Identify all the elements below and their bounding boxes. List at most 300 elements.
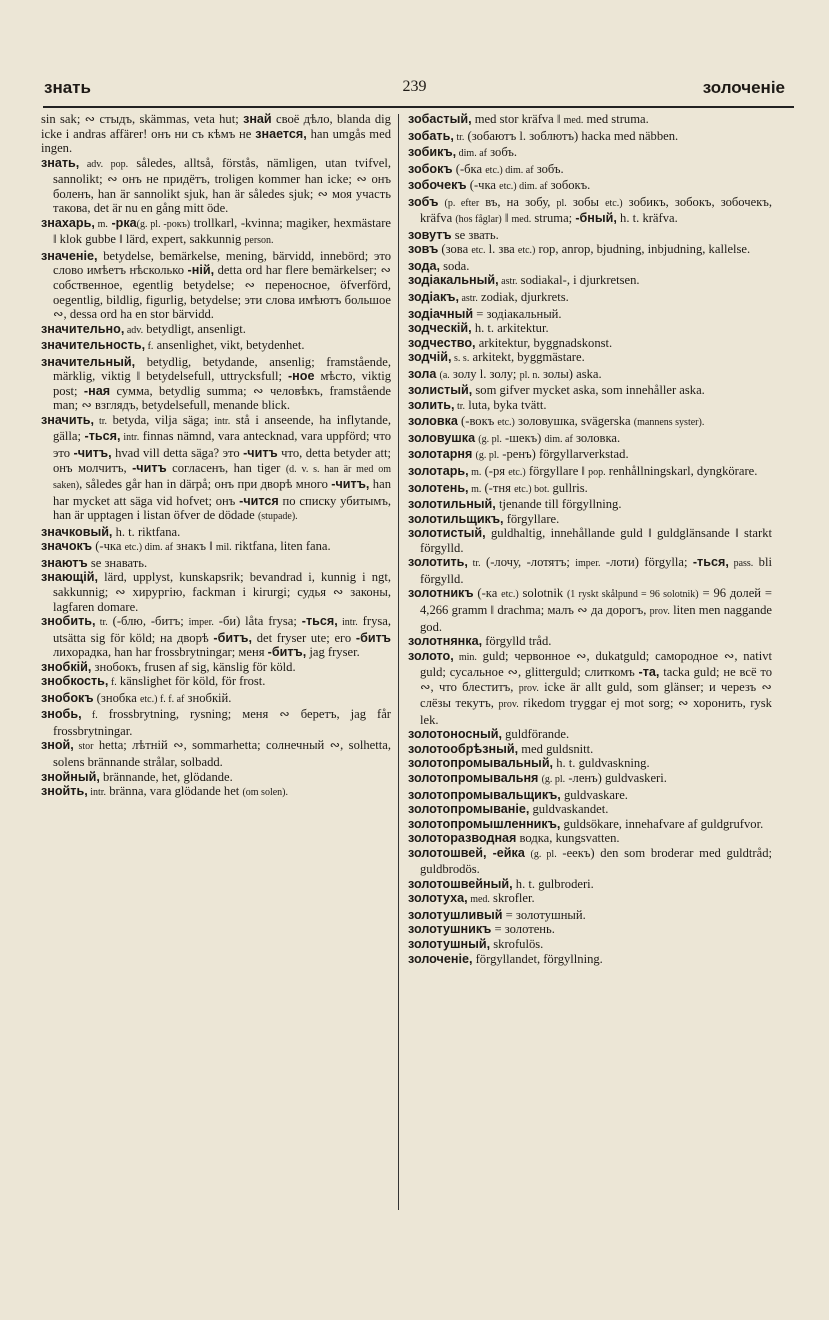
definition-text: icke är allt guld, som glänser; и черезъ ∾ слёзы текутъ, [420, 679, 772, 711]
grammar-note: tr. [467, 558, 481, 570]
definition-text: знакъ ‖ [172, 539, 216, 554]
definition-text: h. t. kräfva. [616, 211, 678, 226]
grammar-note: pl. [556, 197, 567, 209]
definition-text: sodiakal-, i djurkretsen. [517, 273, 640, 288]
dictionary-entry [408, 112, 772, 129]
grammar-note: tr. [454, 400, 466, 412]
dictionary-entry [408, 831, 772, 846]
definition-text: ‖ [501, 211, 512, 226]
headword: золотопромывальный, [408, 756, 554, 771]
headword: золотнянка, [408, 634, 483, 649]
definition-text: med guldsnitt. [518, 741, 594, 756]
grammar-note: (om solen). [242, 787, 288, 799]
dictionary-entry [408, 290, 772, 307]
headword: зовъ [408, 242, 439, 257]
definition-text: золовка. [572, 430, 621, 445]
definition-text: зобокъ. [547, 178, 591, 193]
headword: золото, [408, 648, 454, 663]
grammar-note: tr. [94, 415, 108, 427]
grammar-note: (g. pl. [541, 773, 566, 785]
definition-text: -ренъ) förgyllarverkstad. [499, 447, 629, 462]
definition-text: , således går han in därpå; онъ при дворѣ много [79, 477, 332, 492]
headword: -битъ [355, 630, 391, 645]
dictionary-entry [41, 660, 391, 675]
grammar-note: med. [511, 214, 532, 226]
headword: знать, [41, 155, 80, 170]
grammar-note: tr. [95, 617, 108, 629]
headword: зобокъ [408, 161, 453, 176]
headword: золовушка [408, 430, 476, 445]
dictionary-entry [41, 355, 391, 413]
headword: золотильщикъ, [408, 511, 504, 526]
headword: -битъ, [213, 630, 252, 645]
headword: зобочекъ [408, 178, 467, 193]
definition-text: зобы [566, 194, 606, 209]
definition-text: det fryser ute; его [251, 630, 356, 645]
dictionary-entry [408, 634, 772, 649]
headword: значковый, [41, 524, 113, 539]
grammar-note: etc.) bot. [514, 483, 550, 495]
grammar-note: etc.) dim. af [499, 181, 548, 193]
definition-text: skrofulös. [490, 936, 544, 951]
headword: значеніе, [41, 248, 98, 263]
definition-text: guldförande. [501, 727, 570, 742]
definition-text: trollkarl, -kvinna; magiker, hexmästare ‖ klok gubbe ‖ lärd, expert, sakkunnig [53, 215, 392, 247]
grammar-note: etc.) [497, 417, 515, 429]
grammar-note: (g. pl. -рокъ) [136, 218, 191, 230]
grammar-note: intr. [214, 415, 231, 427]
dictionary-entry [408, 447, 772, 464]
headword: значительный, [41, 354, 136, 369]
definition-text: (зобаютъ l. зоблютъ) hacka med näbben. [464, 128, 679, 143]
definition-text: hvad vill detta säga? это [111, 446, 244, 461]
header-left-guideword: знать [44, 78, 91, 97]
dictionary-entry [408, 846, 772, 877]
definition-text: se знавать. [87, 555, 148, 570]
headword: -читъ [132, 460, 167, 475]
definition-text: знобокъ, frusen af sig, känslig för köld. [91, 659, 296, 674]
headword: зодiакъ, [408, 290, 459, 305]
headword: зодчій, [408, 350, 452, 365]
headword: знается, [255, 126, 307, 141]
left-column [41, 112, 391, 801]
definition-text: arkitekt, byggmästare. [469, 350, 585, 365]
dictionary-entry [41, 614, 391, 660]
headword: знобкость, [41, 674, 109, 689]
grammar-note: (d. v. s. han är med om saken) [53, 463, 391, 492]
definition-text: betydligt, ansenligt. [143, 321, 246, 336]
dictionary-entry [41, 691, 391, 708]
grammar-note: (g. pl. [475, 450, 500, 462]
headword: золотоносный, [408, 727, 502, 742]
definition-text: согласенъ, han tiger [166, 460, 286, 475]
dictionary-entry [408, 937, 772, 952]
definition-text: (-тня [481, 480, 515, 495]
definition-text: зобъ. [486, 145, 518, 160]
dictionary-entry [408, 242, 772, 259]
dictionary-entry [408, 321, 772, 336]
dictionary-entry [408, 756, 772, 771]
definition-text: guld; червонное ∾, dukatguld; самородное ∾, nativt guld; сусальное ∾, glitterguld; слиткомъ [420, 648, 772, 680]
headword: значокъ [41, 539, 93, 554]
headword: золовка [408, 414, 458, 429]
definition-text: tacka guld; не всё то ∾, что блеститъ, [420, 665, 772, 694]
grammar-note: pass. [728, 558, 754, 570]
headword: -ться, [84, 429, 121, 444]
dictionary-entry [408, 178, 772, 195]
grammar-note: s. s. [451, 353, 470, 365]
dictionary-entry [408, 497, 772, 512]
definition-text: brännande, het, glödande. [99, 769, 233, 784]
definition-text: zodiak, djurkrets. [477, 290, 569, 305]
definition-text: jag fryser. [306, 645, 360, 660]
dictionary-entry [408, 922, 772, 937]
header-rule [43, 106, 794, 108]
definition-text: (-ка [473, 586, 502, 601]
dictionary-entry [408, 802, 772, 817]
definition-text: guldvaskandet. [529, 802, 609, 817]
definition-text: arkitektur, byggnadskonst. [475, 335, 613, 350]
headword: знойный, [41, 769, 100, 784]
dictionary-entry [408, 877, 772, 892]
dictionary-entry [408, 162, 772, 179]
dictionary-entry [41, 770, 391, 785]
grammar-note: (1 ryskt skålpund = 96 solotnik) [566, 589, 699, 601]
headword: золотопромываніе, [408, 802, 530, 817]
dictionary-entry [408, 952, 772, 967]
headword: золотильный, [408, 497, 496, 512]
dictionary-entry [408, 228, 772, 243]
definition-text: bli förgylld. [420, 555, 772, 586]
headword: -ться, [692, 555, 729, 570]
definition-text: -еекъ) den som broderar med guldtråd; guldbrodös. [420, 845, 773, 877]
headword: -ное [287, 369, 315, 384]
dictionary-entry [408, 398, 772, 415]
definition-text: förgyllare. [503, 511, 560, 526]
dictionary-entry [41, 539, 391, 556]
definition-text: -лоти) förgylla; [600, 555, 693, 570]
dictionary-entry [408, 727, 772, 742]
definition-text: золовушка, svägerska [514, 414, 634, 429]
headword: знобить, [41, 614, 96, 629]
grammar-note: prov. [498, 699, 519, 711]
dictionary-entry [41, 738, 391, 769]
dictionary-entry [41, 556, 391, 571]
grammar-note: stor [73, 741, 94, 753]
definition-text: bränna, vara glödande het [106, 784, 243, 799]
definition-text: hetta; лѣтній ∾, sommarhetta; солнечный ∾, solhetta, solens brännande strålar, solbadd. [53, 738, 391, 769]
definition-text: således, alltså, förstås, nämligen, utan tvifvel, sannolikt; ∾ онъ не придётъ, troligen kommer han icke; ∾ онъ болeнъ, han är sannolikt sjuk, han är således sjuk; ∾ моя участь такова, det är nu en gång mitt öde. [53, 155, 391, 216]
definition-text: золы) aska. [539, 366, 602, 381]
headword: знающій, [41, 570, 98, 585]
dictionary-entry [408, 771, 772, 788]
definition-text: liten men naggande god. [420, 602, 773, 634]
headword: золотопромывальня [408, 770, 539, 785]
grammar-note: etc.) [508, 467, 526, 479]
headword: зобастый, [408, 112, 472, 126]
definition-text: detta ord har flere bemärkelser; ∾ собственное, egentlig betydelse; ∾ переносное, öfverförd, oegentlig, bildlig, figurlig, betydelse; эти слова имѣютъ большое ∾, dessa ord ha en stor bärvidd. [53, 263, 391, 322]
headword: зодчество, [408, 335, 476, 350]
headword: -та, [638, 665, 660, 680]
headword: золотопромышленникъ, [408, 816, 561, 831]
definition-text: h. t. riktfana. [112, 524, 181, 539]
definition-text: förgyllandet, förgyllning. [472, 951, 603, 966]
grammar-note: etc.) dim. af [485, 164, 534, 176]
headword: золотарня [408, 447, 473, 462]
headword: золотарь, [408, 464, 469, 479]
headword: золоченіе, [408, 951, 473, 966]
definition-text: l. зва [485, 242, 518, 257]
definition-text: guldvaskare. [560, 787, 628, 802]
grammar-note: etc. [471, 245, 486, 257]
definition-text: skrofler. [489, 891, 535, 906]
grammar-note: (g. pl. [478, 433, 502, 445]
dictionary-entry [41, 570, 391, 614]
grammar-note: med. [563, 115, 584, 126]
dictionary-entry [408, 586, 772, 634]
grammar-note: dim. af [544, 433, 573, 445]
definition-text: = 96 долей = 4,266 gramm ‖ drachma; малъ ∾ да дорогъ, [420, 586, 773, 617]
dictionary-entry [408, 195, 772, 228]
dictionary-entry [408, 367, 772, 384]
headword: зола [408, 366, 437, 381]
grammar-note: m. [468, 467, 482, 479]
definition-text: = золотень. [491, 922, 555, 937]
headword: -чится [239, 493, 279, 508]
dictionary-entry [408, 307, 772, 322]
headword: зодческій, [408, 321, 472, 336]
definition-text: betyda, vilja säga; [107, 412, 215, 427]
dictionary-entry [41, 338, 391, 355]
headword: знай [243, 112, 272, 126]
definition-text: = золотушный. [502, 907, 586, 922]
definition-text: (-лочу, -лотятъ; [480, 555, 576, 570]
definition-text: lärd, upplyst, kunskapsrik; bevandrad i, kunnig i ngt, sakkunnig; ∾ хирургію, fackman i kirurgi; судья ∾ законы, lagfaren domare. [53, 570, 391, 614]
grammar-note: pop. [588, 467, 606, 479]
grammar-note: intr. [337, 617, 358, 629]
headword: золотушный, [408, 936, 491, 951]
grammar-note: etc.) [605, 197, 623, 209]
dictionary-entry [408, 512, 772, 527]
grammar-note: astr. [498, 276, 518, 288]
headword: зода, [408, 258, 440, 273]
grammar-note: m. [94, 218, 108, 230]
definition-text: finnas nämnd, vara antecknad, vara uppförd; что это [53, 429, 391, 461]
dictionary-entry [408, 817, 772, 832]
dictionary-entry [408, 431, 772, 448]
grammar-note: adv. [124, 324, 144, 336]
headword: золотопромывальщикъ, [408, 787, 561, 802]
definition-text: frysa, utsätta sig för köld; на дворѣ [53, 614, 392, 645]
definition-text: renhållningskarl, dyngkörare. [605, 464, 758, 479]
definition-text: frossbrytning, rysning; меня ∾ беретъ, jag får frossbrytningar. [53, 707, 391, 738]
definition-text: своё дѣло, blanda dig icke i andras affärer! онъ ни съ кѣмъ не [41, 112, 391, 141]
dictionary-entry [408, 481, 772, 498]
grammar-note: prov. [518, 682, 539, 694]
headword: золотникъ [408, 586, 474, 601]
definition-text: по списку убитымъ, han är upptagen i listan öfver de dödade [53, 493, 391, 523]
definition-text: (-бка [452, 161, 486, 176]
definition-text: han har mycket att säga vid hofvet; онъ [53, 477, 391, 508]
headword: -битъ, [267, 645, 307, 660]
column-divider [398, 114, 399, 1210]
headword: золотушливый [408, 907, 503, 922]
grammar-note: pl. n. [519, 369, 540, 381]
definition-text: (-вокъ [457, 414, 498, 429]
grammar-note: imper. [188, 617, 214, 629]
dictionary-entry [408, 383, 772, 398]
definition-text: (-чка [466, 178, 500, 193]
definition-text: se звать. [451, 227, 499, 242]
headword: знахарь, [41, 215, 95, 230]
headword: золотить, [408, 555, 468, 570]
grammar-note: person. [244, 235, 274, 247]
definition-text: (-ря [481, 464, 509, 479]
headword: золотистый, [408, 526, 486, 541]
definition-text: luta, byka tvätt. [465, 397, 547, 412]
definition-text: känslighet för köld, för frost. [116, 674, 266, 689]
dictionary-entry [408, 742, 772, 757]
dictionary-entry [41, 216, 391, 249]
grammar-note: dim. af [142, 542, 173, 554]
headword: золистый, [408, 383, 473, 398]
page-number: 239 [402, 78, 427, 95]
headword: зобикъ, [408, 145, 457, 160]
dictionary-entry [41, 707, 391, 738]
definition-text: guldsökare, innehafvare af guldgrufvor. [560, 816, 764, 831]
definition-text: ansenlighet, vikt, betydenhet. [153, 338, 305, 353]
grammar-note: f. [108, 677, 117, 689]
grammar-note: min. [453, 651, 477, 663]
definition-text: förgyllare ‖ [525, 464, 589, 479]
grammar-note: (hos fåglar) [455, 214, 502, 226]
definition-text: som gifver mycket aska, som innehåller aska. [472, 383, 705, 398]
dictionary-entry [408, 891, 772, 908]
definition-text: что, detta betyder att; онъ молчитъ, [53, 446, 391, 475]
definition-text: (-чка [92, 539, 125, 554]
definition-text: struma; [531, 211, 576, 226]
definition-text: solotnik [518, 586, 567, 601]
headword: -рка [111, 215, 137, 230]
definition-text: h. t. arkitektur. [471, 321, 549, 336]
grammar-note: tr. [453, 131, 465, 143]
headword: знобкій, [41, 659, 92, 674]
definition-text: rikedom tryggar ej mot sorg; ∾ хоронить, rysk lek. [420, 696, 772, 727]
definition-text: tjenande till förgyllning. [495, 497, 622, 512]
grammar-note: (p. efter [444, 197, 480, 209]
definition-text: soda. [439, 258, 470, 273]
headword: -ться, [301, 614, 338, 629]
headword: знобокъ [41, 690, 94, 705]
grammar-note: adv. pop. [79, 158, 129, 170]
definition-text: han umgås med ingen. [41, 126, 391, 156]
definition-text: betydelse, bemärkelse, mening, bärvidd, innebörd; это слово имѣетъ нѣсколько [53, 248, 391, 278]
grammar-note: prov. [649, 605, 670, 617]
headword: -бный, [575, 211, 617, 226]
definition-text: знобкій. [184, 690, 232, 705]
definition-text: зобъ. [533, 161, 564, 176]
grammar-note: (a. [439, 369, 450, 381]
dictionary-entry [408, 526, 772, 555]
definition-text: med struma. [583, 112, 649, 126]
dictionary-entry [408, 464, 772, 481]
dictionary-entry [408, 129, 772, 146]
headword: -ная [83, 383, 111, 398]
dictionary-entry [41, 112, 391, 156]
grammar-note: etc.) [124, 542, 143, 554]
definition-text: (зова [438, 242, 472, 257]
definition-text: золу l. золу; [449, 366, 520, 381]
headword: золотошвейный, [408, 876, 513, 891]
right-column [408, 112, 772, 966]
definition-text: зобикъ, зобокъ, зобочекъ, kräfva [420, 194, 772, 226]
grammar-note: etc.) f. f. af [139, 693, 185, 705]
grammar-note: f. [145, 341, 154, 353]
headword: зобать, [408, 128, 454, 143]
headword: золотушникъ [408, 922, 492, 937]
dictionary-entry [41, 413, 391, 525]
definition-text: stå i anseende, ha inflytande, gälla; [53, 412, 392, 444]
dictionary-entry [408, 350, 772, 367]
grammar-note: (g. pl. [530, 848, 557, 860]
headword: -читъ, [73, 446, 112, 461]
headword: зодiачный [408, 306, 474, 321]
headword: значить, [41, 412, 95, 427]
definition-text: -ленъ) guldvaskeri. [565, 770, 667, 785]
headword: золоторазводная [408, 831, 517, 846]
grammar-note: astr. [458, 293, 478, 305]
definition-text: gullris. [549, 480, 588, 495]
dictionary-entry [408, 414, 772, 431]
definition-text: (-блю, -битъ; [107, 614, 189, 629]
grammar-note: dim. af [456, 148, 487, 160]
definition-text: = зодiакальный. [473, 306, 562, 321]
definition-text: förgylld tråd. [482, 634, 552, 649]
definition-text: h. t. guldvaskning. [553, 756, 650, 771]
headword: -ній, [187, 263, 215, 278]
headword: зобъ [408, 194, 439, 209]
headword: зодiакальный, [408, 273, 499, 288]
grammar-note: intr. [120, 432, 140, 444]
headword: золотень, [408, 480, 469, 495]
grammar-note: (mannens syster). [633, 417, 705, 429]
dictionary-entry [41, 525, 391, 540]
dictionary-entry [41, 322, 391, 339]
definition-text: лихорадка, han har frossbrytningar; меня [53, 645, 268, 660]
dictionary-entry [408, 908, 772, 923]
grammar-note: f. [81, 710, 98, 722]
definition-text: въ, на зобу, [479, 194, 557, 209]
grammar-note: etc.) [517, 245, 536, 257]
definition-text: rop, anrop, bjudning, inbjudning, kallelse. [535, 242, 751, 257]
definition-text: betydlig, betydande, ansenlig; framstående, märklig, viktig ‖ betydelsefull, uttrycksfull; [53, 354, 391, 384]
definition-text: водка, kungsvatten. [516, 831, 620, 846]
definition-text: мѣсто, viktig post; [53, 369, 391, 398]
header-right-guideword: золоченіе [702, 78, 785, 97]
definition-text: сумма, betydlig summa; ∾ человѣкъ, framstående man; ∾ взглядъ, betydelsefull, menande blick. [53, 383, 391, 413]
headword: зной, [41, 738, 74, 753]
headword: знойть, [41, 784, 88, 799]
dictionary-entry [408, 555, 772, 586]
grammar-note: med. [467, 894, 490, 906]
dictionary-entry [408, 788, 772, 803]
headword: значительность, [41, 338, 146, 353]
grammar-note: etc.) [501, 589, 519, 601]
dictionary-entry [41, 674, 391, 691]
dictionary-entry [408, 649, 772, 728]
running-header [38, 76, 791, 104]
headword: знобь, [41, 707, 82, 722]
